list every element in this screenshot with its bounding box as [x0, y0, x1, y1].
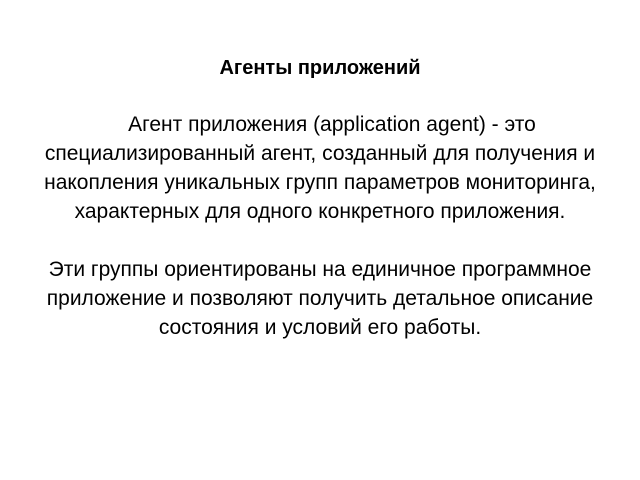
- slide-body: [40, 110, 600, 342]
- paragraph-application-agent-definition: Агент приложения (application agent) - это специализированный агент, созданный для получения и накопления уникальных групп параметров мониторинга, характерных для одного конкретного приложения.: [44, 113, 596, 223]
- paragraph-parameter-groups: Эти группы ориентированы на единичное программное приложение и позволяют получить детальное описание состояния и условий его работы.: [46, 258, 594, 339]
- slide-title: Агенты приложений: [219, 57, 421, 79]
